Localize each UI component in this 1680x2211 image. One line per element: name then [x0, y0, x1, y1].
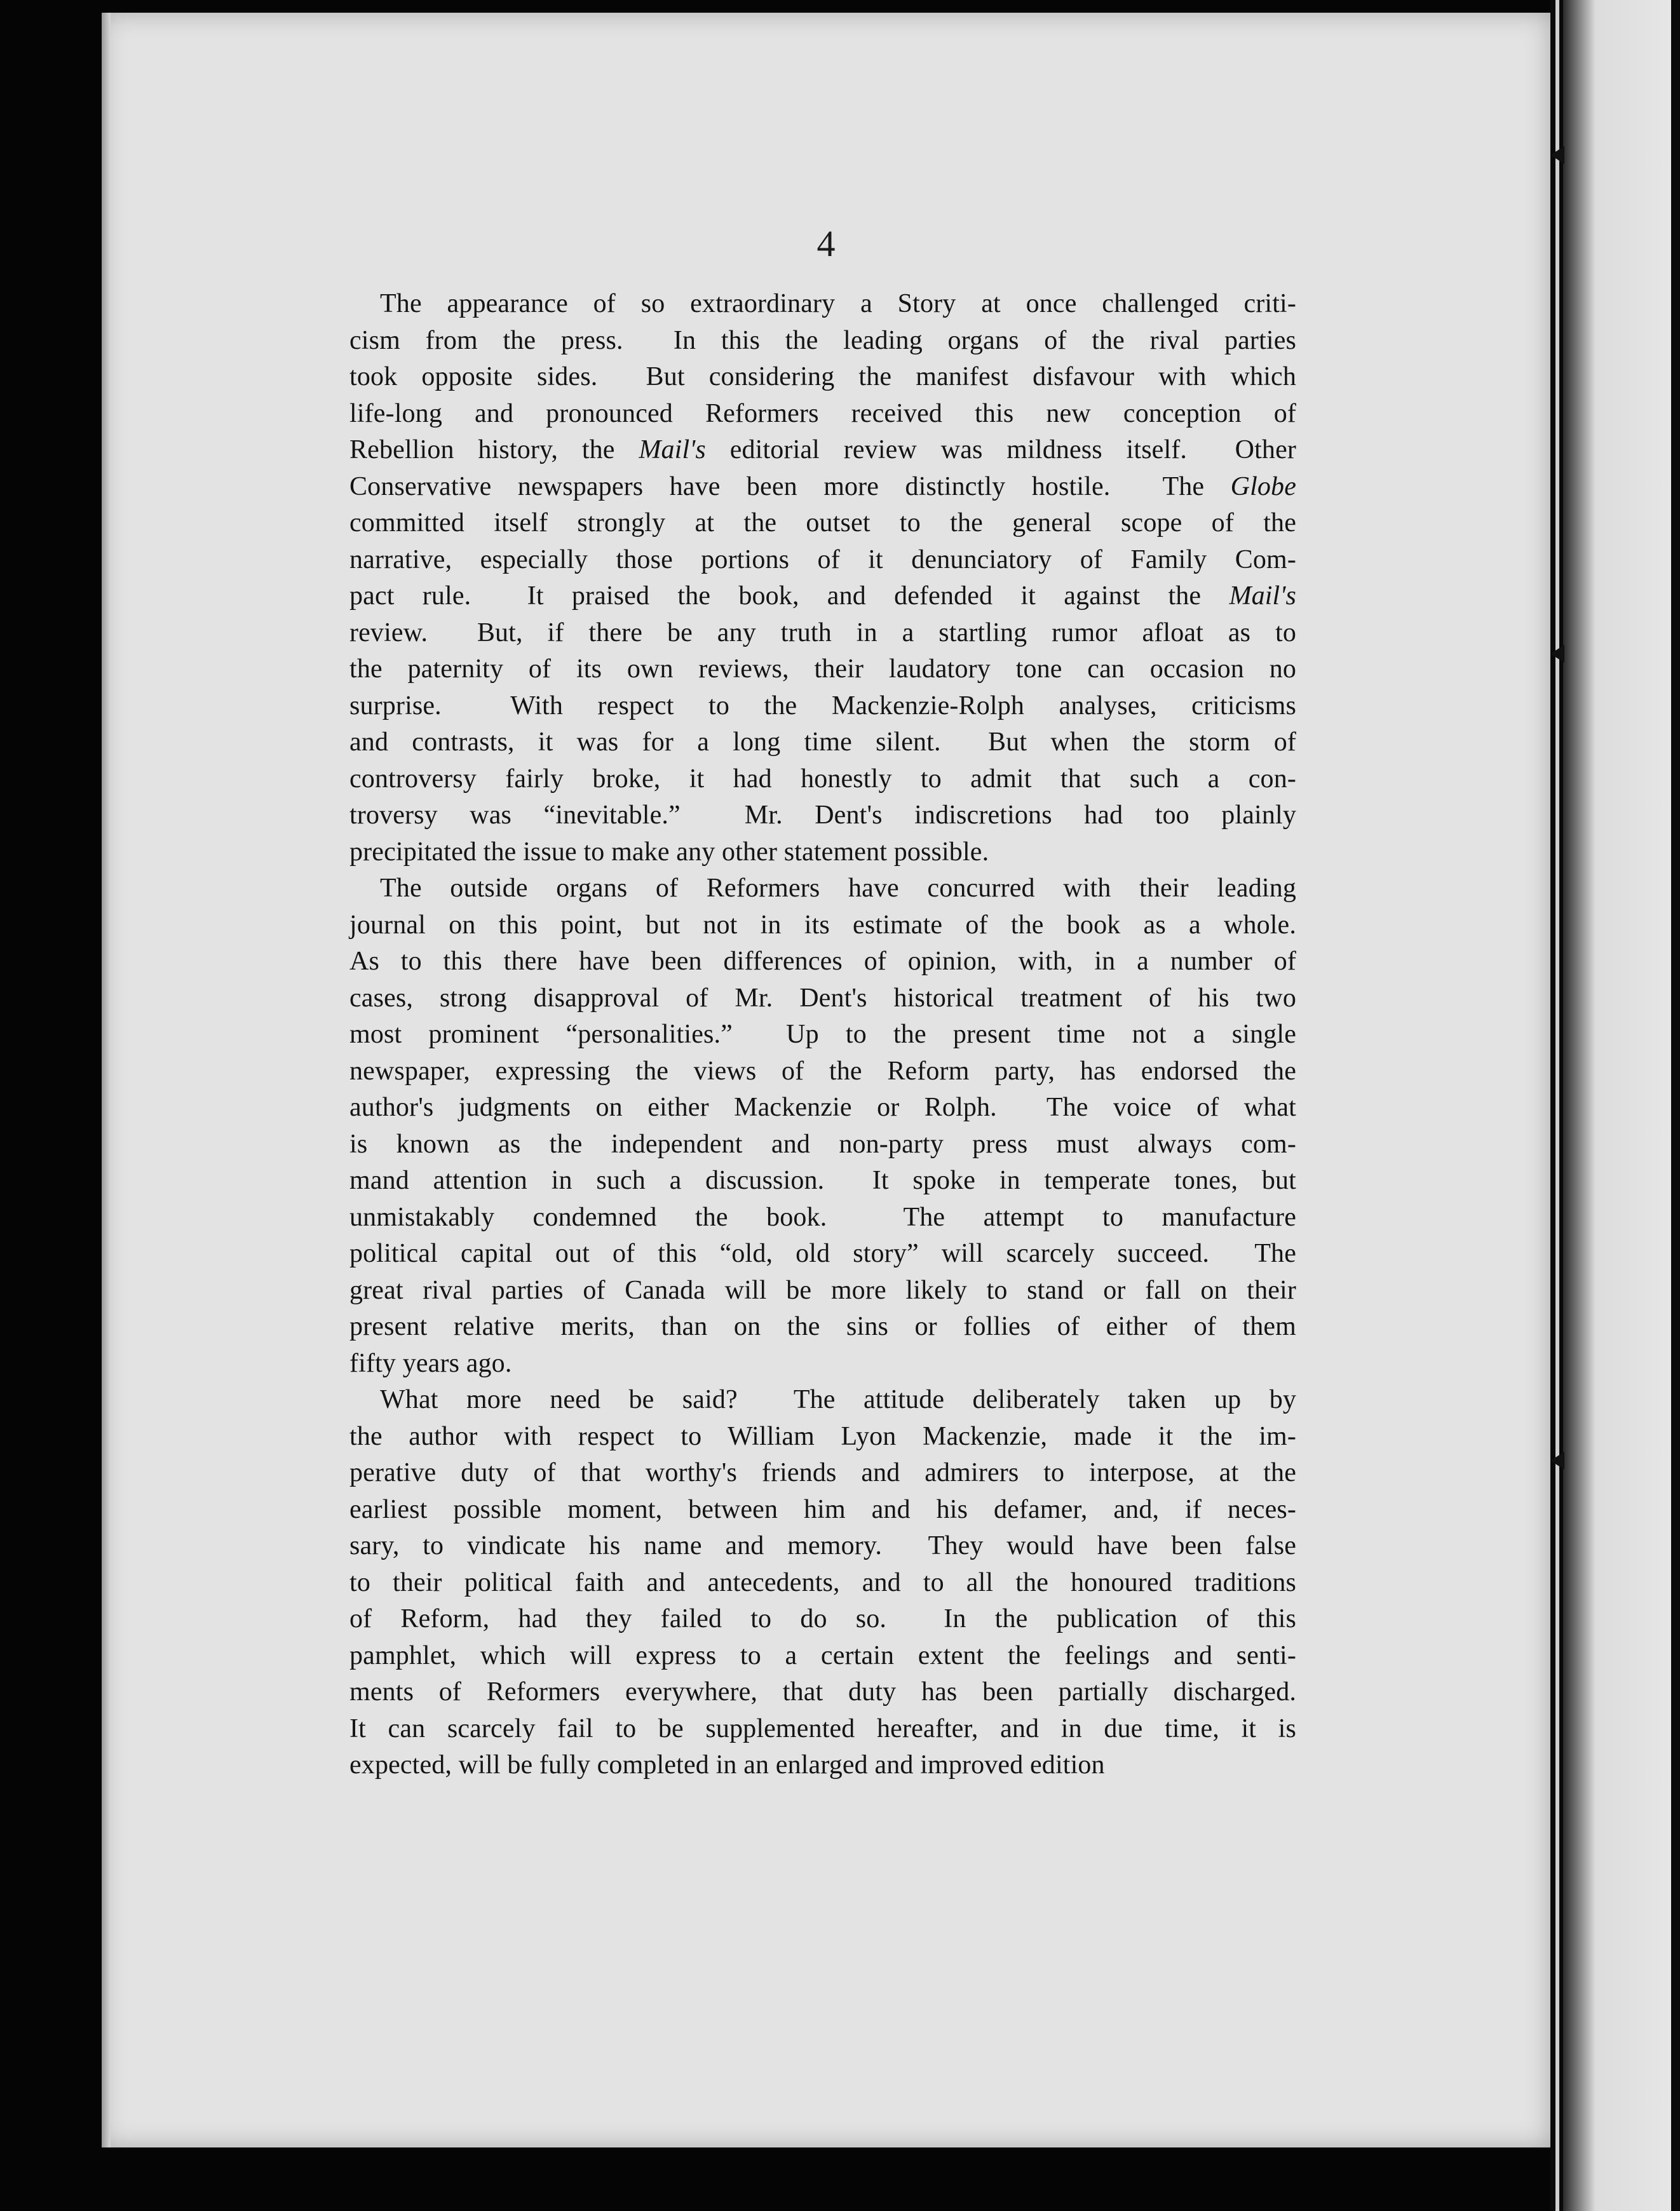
- text-line: [349, 1309, 1296, 1346]
- text-segment: took opposite sides. But considering the manifest disfavour with which: [349, 362, 1296, 391]
- text-line: [349, 286, 1296, 323]
- text-segment: most prominent “personalities.” Up to the present time not a single: [349, 1020, 1296, 1049]
- text-line: [349, 1382, 1296, 1419]
- text-segment: The appearance of so extraordinary a Story at once challenged criti-: [380, 289, 1296, 318]
- text-line: [349, 870, 1296, 907]
- text-segment: the author with respect to William Lyon Mackenzie, made it the im-: [349, 1421, 1296, 1451]
- text-segment: surprise. With respect to the Mackenzie-Rolph analyses, criticisms: [349, 691, 1296, 720]
- text-segment: fifty years ago.: [349, 1348, 512, 1378]
- text-segment: cism from the press. In this the leading organs of the rival parties: [349, 325, 1296, 355]
- text-segment: As to this there have been differences of opinion, with, in a number of: [349, 947, 1296, 976]
- text-line: [349, 1053, 1296, 1090]
- text-line: [349, 761, 1296, 798]
- text-line: [349, 396, 1296, 433]
- spine-thread-mark: [1550, 146, 1564, 164]
- text-line: [349, 834, 1296, 871]
- text-segment: What more need be said? The attitude deliberately taken up by: [380, 1385, 1296, 1414]
- text-line: [349, 1163, 1296, 1200]
- text-segment: political capital out of this “old, old story” will scarcely succeed. The: [349, 1239, 1296, 1268]
- text-line: [349, 1126, 1296, 1163]
- text-line: [349, 1711, 1296, 1748]
- text-line: [349, 1090, 1296, 1126]
- italic-title: Mail's: [1229, 581, 1296, 611]
- text-line: [349, 615, 1296, 652]
- spine-fold-line: [1555, 0, 1559, 2211]
- paragraph: [349, 1382, 1296, 1784]
- text-segment: review. But, if there be any truth in a startling rumor afloat as to: [349, 618, 1296, 647]
- text-line: [349, 1017, 1296, 1053]
- page-number: 4: [816, 223, 836, 264]
- spine-thread-mark: [1550, 1452, 1564, 1470]
- text-segment: newspaper, expressing the views of the Reform party, has endorsed the: [349, 1056, 1296, 1086]
- text-line: [349, 1419, 1296, 1456]
- text-line: [349, 651, 1296, 688]
- text-line: [349, 359, 1296, 396]
- text-segment: life-long and pronounced Reformers received this new conception of: [349, 398, 1296, 428]
- text-segment: expected, will be fully completed in an enlarged and improved edition: [349, 1750, 1105, 1780]
- text-line: [349, 688, 1296, 725]
- text-line: [349, 980, 1296, 1017]
- text-line: [349, 724, 1296, 761]
- spine-thread-mark: [1550, 645, 1564, 663]
- text-segment: perative duty of that worthy's friends and admirers to interpose, at the: [349, 1458, 1296, 1487]
- text-segment: controversy fairly broke, it had honestly to admit that such a con-: [349, 764, 1296, 794]
- text-segment: troversy was “inevitable.” Mr. Dent's indiscretions had too plainly: [349, 801, 1296, 830]
- italic-title: Globe: [1230, 471, 1296, 501]
- text-line: [349, 1747, 1296, 1784]
- paragraph: [349, 870, 1296, 1382]
- text-segment: editorial review was mildness itself. Other: [705, 435, 1296, 464]
- text-segment: the paternity of its own reviews, their laudatory tone can occasion no: [349, 654, 1296, 684]
- text-line: [349, 323, 1296, 360]
- text-line: [349, 1455, 1296, 1492]
- text-line: [349, 432, 1296, 469]
- text-line: [349, 1200, 1296, 1236]
- text-line: [349, 1528, 1296, 1565]
- text-line: [349, 469, 1296, 506]
- text-segment: mand attention in such a discussion. It spoke in temperate tones, but: [349, 1166, 1296, 1195]
- text-line: [349, 943, 1296, 980]
- text-line: [349, 578, 1296, 615]
- page-left-edge: [102, 13, 111, 2147]
- text-line: [349, 542, 1296, 579]
- paragraph: [349, 286, 1296, 870]
- text-line: [349, 1565, 1296, 1602]
- text-line: [349, 907, 1296, 944]
- text-segment: unmistakably condemned the book. The attempt to manufacture: [349, 1202, 1296, 1232]
- text-segment: to their political faith and antecedents, and to all the honoured traditions: [349, 1567, 1296, 1597]
- text-line: [349, 1638, 1296, 1675]
- text-segment: and contrasts, it was for a long time silent. But when the storm of: [349, 727, 1296, 757]
- text-segment: ments of Reformers everywhere, that duty has been partially discharged.: [349, 1677, 1296, 1707]
- text-segment: committed itself strongly at the outset to the general scope of the: [349, 508, 1296, 538]
- text-segment: journal on this point, but not in its estimate of the book as a whole.: [349, 910, 1296, 940]
- text-segment: narrative, especially those portions of it denunciatory of Family Com-: [349, 544, 1296, 574]
- italic-title: Mail's: [639, 435, 706, 464]
- text-segment: sary, to vindicate his name and memory. They would have been false: [349, 1531, 1296, 1560]
- text-line: [349, 1236, 1296, 1273]
- text-line: [349, 1273, 1296, 1309]
- text-segment: Rebellion history, the: [349, 435, 639, 464]
- text-segment: precipitated the issue to make any other statement possible.: [349, 837, 989, 867]
- adjacent-page-edge: [1563, 0, 1671, 2211]
- text-segment: earliest possible moment, between him and his defamer, and, if neces-: [349, 1494, 1296, 1524]
- text-segment: cases, strong disapproval of Mr. Dent's historical treatment of his two: [349, 983, 1296, 1013]
- body-text: [349, 286, 1296, 1784]
- text-segment: The outside organs of Reformers have concurred with their leading: [380, 874, 1296, 903]
- text-line: [349, 1601, 1296, 1638]
- text-segment: of Reform, had they failed to do so. In the publication of this: [349, 1604, 1296, 1633]
- text-segment: pamphlet, which will express to a certain extent the feelings and senti-: [349, 1640, 1296, 1670]
- text-segment: Conservative newspapers have been more distinctly hostile. The: [349, 471, 1231, 501]
- text-segment: It can scarcely fail to be supplemented hereafter, and in due time, it is: [349, 1714, 1296, 1743]
- text-line: [349, 505, 1296, 542]
- text-segment: author's judgments on either Mackenzie or Rolph. The voice of what: [349, 1093, 1296, 1122]
- text-segment: present relative merits, than on the sins or follies of either of them: [349, 1312, 1296, 1341]
- text-segment: pact rule. It praised the book, and defended it against the: [349, 581, 1230, 611]
- text-line: [349, 1674, 1296, 1711]
- text-line: [349, 1492, 1296, 1529]
- text-line: [349, 1346, 1296, 1383]
- text-segment: great rival parties of Canada will be more likely to stand or fall on their: [349, 1275, 1296, 1305]
- text-line: [349, 797, 1296, 834]
- text-segment: is known as the independent and non-party press must always com-: [349, 1129, 1296, 1159]
